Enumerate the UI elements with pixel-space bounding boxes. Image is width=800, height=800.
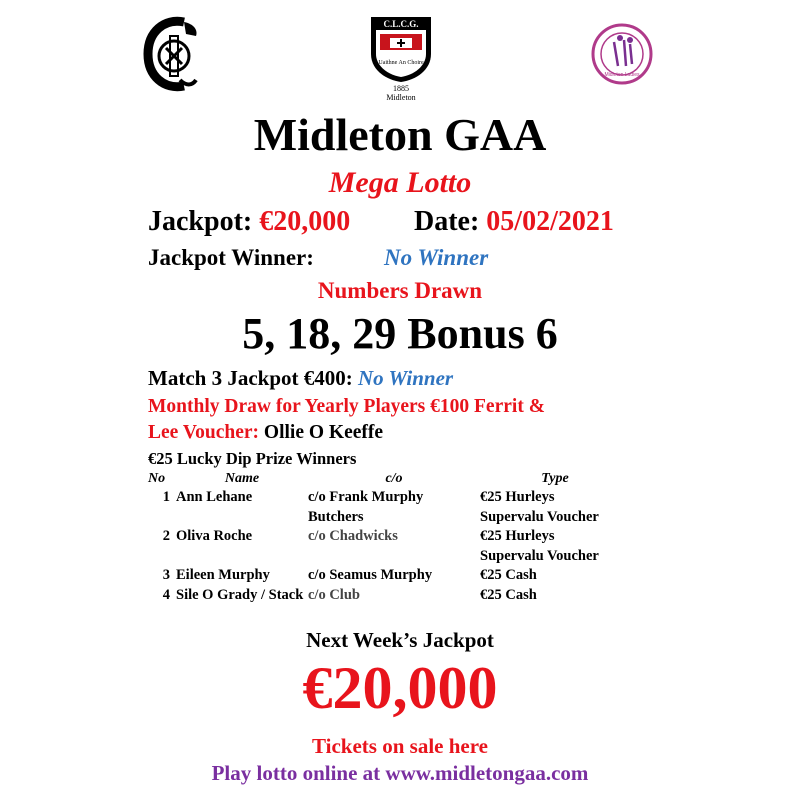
monthly-draw-label: Lee Voucher: [148,422,260,443]
next-week-jackpot: €20,000 [302,655,498,721]
row-type-line1: €25 Hurleys [480,528,555,544]
row-no: 1 [162,489,170,505]
match3-winner: No Winner [357,366,454,390]
monthly-draw-line2 [148,422,383,444]
row-type-line1: €25 Cash [480,586,537,603]
crest-top-text: C.L.C.G. [383,19,419,29]
header-no: No [148,471,166,486]
tickets-on-sale: Tickets on sale here [312,734,488,758]
row-co-line1: c/o Club [308,586,360,603]
ladies-crest-text: Midleton Ladies [604,72,640,78]
row-type-line2: Supervalu Voucher [480,508,599,525]
camogie-crest-icon [140,14,202,94]
jackpot-amount: €20,000 [259,206,351,237]
row-co [308,566,480,586]
table-row [148,488,630,527]
numbers-drawn-label: Numbers Drawn [317,278,483,303]
row-name: Sile O Grady / Stack [176,586,304,603]
date-label: Date: [414,206,480,237]
numbers-drawn: 5, 18, 29 Bonus 6 [242,309,558,358]
row-co [308,527,480,566]
date-line [414,206,614,238]
row-name: Ann Lehane [176,489,253,505]
crest-year: 1885 [393,84,409,93]
monthly-draw-line1: Monthly Draw for Yearly Players €100 Ferrit & [148,396,545,417]
crest-motto: Uaithne An Choire [378,60,424,66]
row-type-line1: €25 Cash [480,567,537,583]
row-no: 4 [162,586,170,603]
row-type [480,527,630,566]
row-type [480,586,630,606]
club-title: Midleton GAA [253,109,547,160]
row-co-line1: c/o Chadwicks [308,528,398,544]
table-row [148,527,630,566]
prize-winners-table [148,470,630,605]
match3-label: Match 3 Jackpot €400: [148,366,353,390]
table-header-row [148,470,630,488]
midleton-club-crest-icon [368,14,434,84]
header-type: Type [541,471,569,486]
row-co [308,586,480,606]
jackpot-line [148,206,350,238]
lucky-dip-title: €25 Lucky Dip Prize Winners [148,449,357,468]
row-co-line1: c/o Seamus Murphy [308,567,433,583]
row-name: Oliva Roche [176,528,253,544]
header-name: Name [224,471,260,486]
play-online-link[interactable]: Play lotto online at www.midletongaa.com [211,761,589,785]
lotto-name: Mega Lotto [328,166,472,199]
row-type-line1: €25 Hurleys [480,489,555,505]
crest-town: Midleton [386,93,416,102]
jackpot-winner: No Winner [384,245,489,270]
table-row [148,566,630,586]
header-co: c/o [385,471,403,486]
row-co-line2: Butchers [308,508,364,525]
jackpot-label: Jackpot: [148,206,253,237]
row-type [480,566,630,586]
row-type-line2: Supervalu Voucher [480,547,599,564]
row-co [308,488,480,527]
row-name: Eileen Murphy [176,567,270,583]
next-week-label: Next Week’s Jackpot [306,628,494,652]
ladies-football-crest-icon [590,22,654,86]
jackpot-winner-label: Jackpot Winner: [148,245,314,270]
row-no: 2 [162,528,170,544]
table-row [148,586,630,606]
row-type [480,488,630,527]
match3-line [148,366,453,391]
draw-date: 05/02/2021 [486,206,614,237]
monthly-draw-winner: Ollie O Keeffe [263,422,384,443]
row-co-line1: c/o Frank Murphy [308,489,424,505]
row-no: 3 [162,567,170,583]
